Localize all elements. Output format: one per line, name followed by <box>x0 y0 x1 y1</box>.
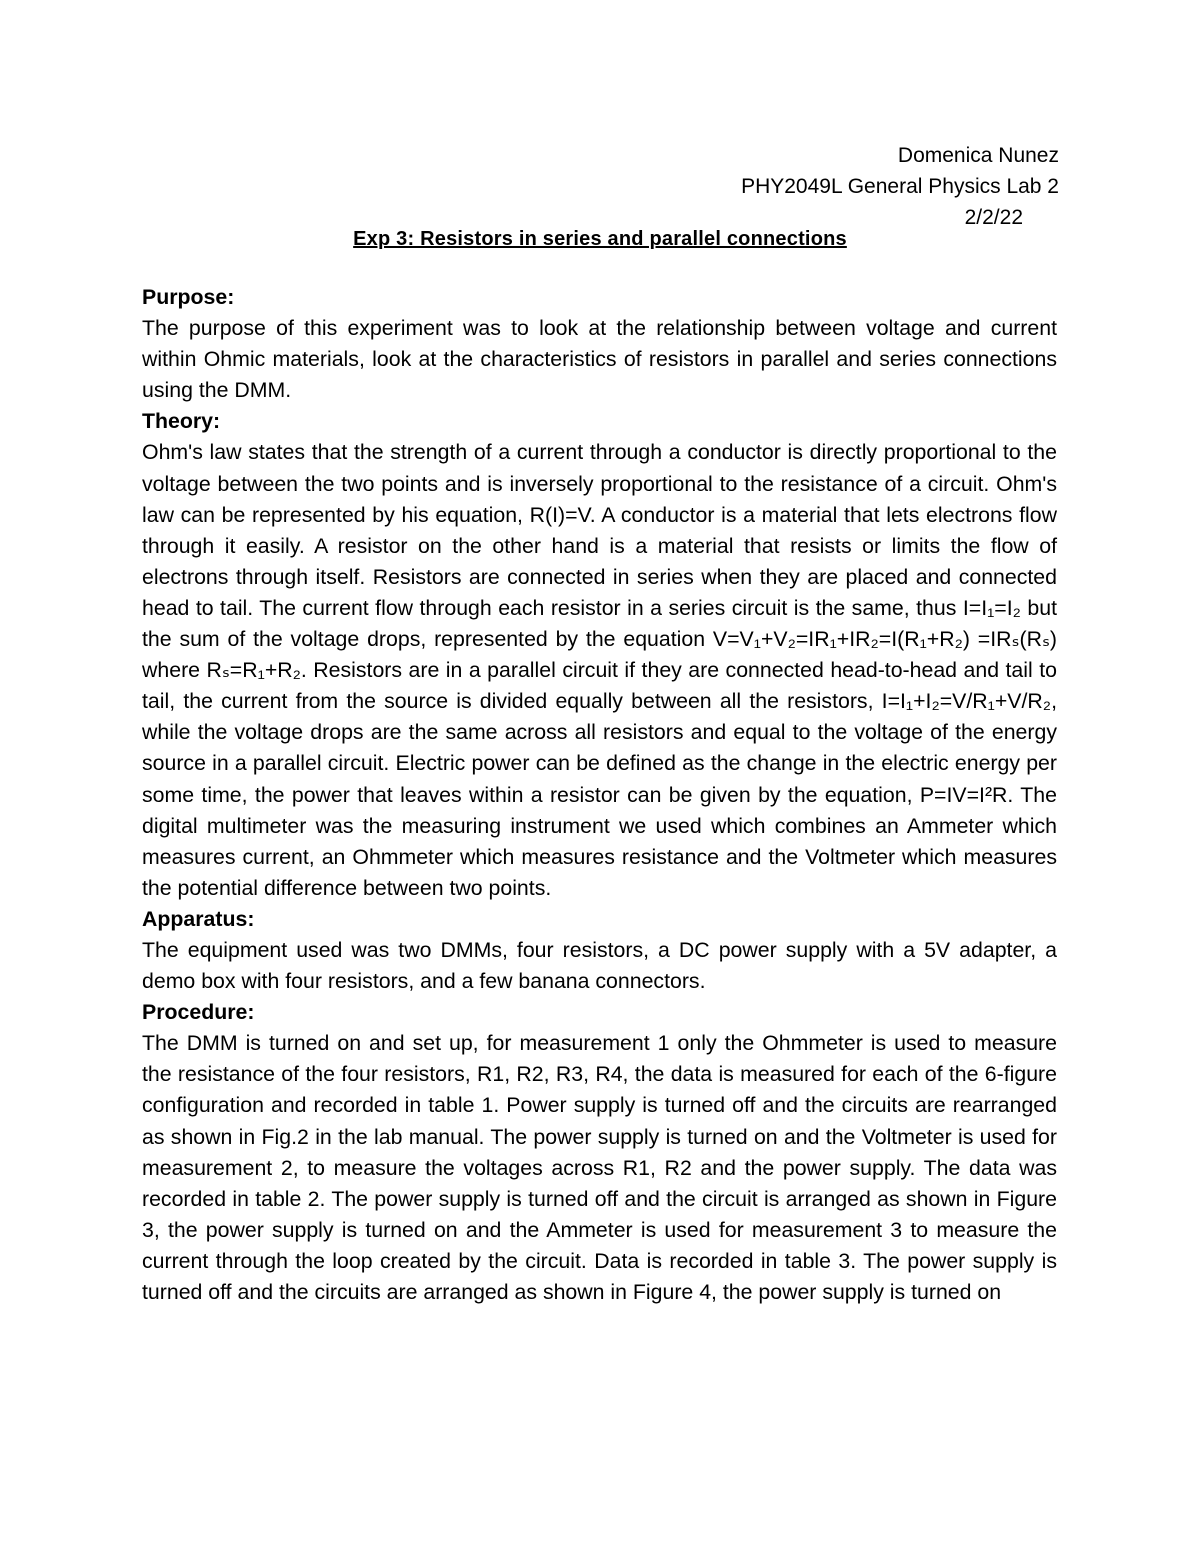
document-date: 2/2/22 <box>964 206 1023 229</box>
document-header <box>741 140 1059 233</box>
section-purpose <box>142 282 1057 406</box>
section-heading: Purpose: <box>142 285 235 309</box>
section-theory <box>142 406 1057 904</box>
section-paragraph: The purpose of this experiment was to look at the relationship between voltage and current within Ohmic materials, look at the characteristics of resistors in parallel and series connections using the DMM. <box>142 316 1057 403</box>
course-name: PHY2049L General Physics Lab 2 <box>741 175 1059 198</box>
document-body <box>142 282 1057 1308</box>
document-title: Exp 3: Resistors in series and parallel connections <box>353 228 847 250</box>
author-name: Domenica Nunez <box>897 144 1059 167</box>
section-procedure <box>142 997 1057 1308</box>
section-heading: Theory: <box>142 409 221 434</box>
section-paragraph: The equipment used was two DMMs, four resistors, a DC power supply with a 5V adapter, a demo box with four resistors, and a few banana connectors. <box>142 937 1057 994</box>
section-heading: Apparatus: <box>142 906 255 931</box>
section-apparatus <box>142 904 1057 997</box>
section-paragraph: The DMM is turned on and set up, for measurement 1 only the Ohmmeter is used to measure the resistance of the four resistors, R1, R2, R3, R4, the data is measured for each of the 6-figure configuration and recorded in table 1. Power supply is turned off and the circuits are rearranged as shown in Fig.2 in the lab manual. The power supply is turned on and the Voltmeter is used for measurement 2, to measure the voltages across R1, R2 and the power supply. The data was recorded in table 2. The power supply is turned off and the circuit is arranged as shown in Figure 3, the power supply is turned on and the Ammeter is used for measurement 3 to measure the current through the loop created by the circuit. Data is recorded in table 3. The power supply is turned off and the circuits are arranged as shown in Figure 4, the power supply is turned on <box>142 1031 1057 1304</box>
section-paragraph: Ohm's law states that the strength of a current through a conductor is directly proportional to the voltage between the two points and is inversely proportional to the resistance of a circuit. Ohm's law can be represented by his equation, R(I)=V. A conductor is a material that lets electrons flow through it easily. A resistor on the other hand is a material that resists or limits the flow of electrons through itself. Resistors are connected in series when they are placed and connected head to tail. The current flow through each resistor in a series circuit is the same, thus I=I₁=I₂ but the sum of the voltage drops, represented by the equation V=V₁+V₂=IR₁+IR₂=I(R₁+R₂) =IRₛ(Rₛ) where Rₛ=R₁+R₂. Resistors are in a parallel circuit if they are connected head-to-head and tail to tail, the current from the source is divided equally between all the resistors, I=I₁+I₂=V/R₁+V/R₂, while the voltage drops are the same across all resistors and equal to the voltage of the energy source in a parallel circuit. Electric power can be defined as the change in the electric energy per some time, the power that leaves within a resistor can be given by the equation, P=IV=I²R. The digital multimeter was the measuring instrument we used which combines an Ammeter which measures current, an Ohmmeter which measures resistance and the Voltmeter which measures the potential difference between two points. <box>142 440 1057 900</box>
section-heading: Procedure: <box>142 1000 255 1025</box>
